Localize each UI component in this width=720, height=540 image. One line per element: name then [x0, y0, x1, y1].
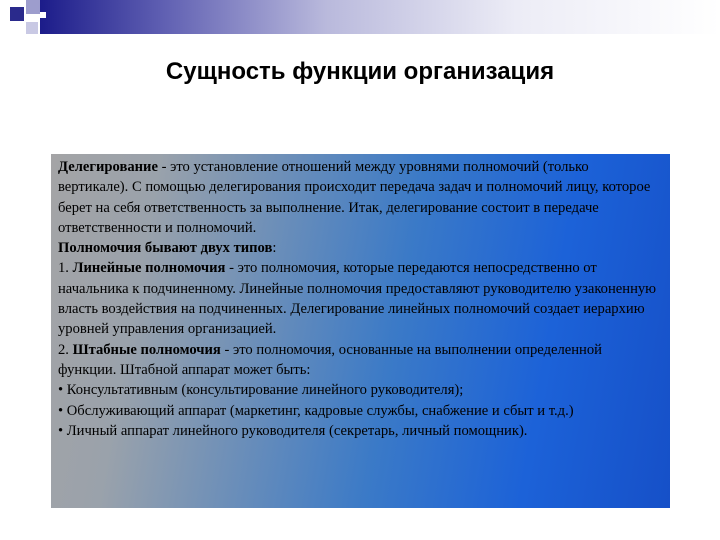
paragraph-staff	[58, 340, 662, 381]
slide-title: Сущность функции организация	[165, 58, 555, 85]
paragraph-delegation	[58, 157, 662, 238]
decor-square-dark	[10, 7, 24, 21]
header-gradient-band	[40, 0, 720, 34]
prefix-staff: 2.	[58, 341, 73, 358]
text-delegation: - это установление отношений между уровнями полномочий (только вертикале). С помощью делегирования происходит передача задач и полномочий лицу, которое берет на себя ответственность за выполнение. Итак, делегирование состоит в передаче ответственности и полномочий.	[58, 159, 651, 236]
bullet-item: • Консультативным (консультирование линейного руководителя);	[58, 382, 464, 399]
term-linear: Линейные полномочия	[72, 260, 226, 277]
bullet-item: • Обслуживающий аппарат (маркетинг, кадровые службы, снабжение и сбыт и т.д.)	[58, 402, 574, 419]
term-staff: Штабные полномочия	[72, 341, 221, 358]
text-staff: - это полномочия, основанные на выполнении определенной функции. Штабной аппарат может быть:	[58, 341, 602, 378]
text-types: :	[272, 240, 277, 257]
decor-square-mid	[26, 0, 40, 14]
paragraph-types	[58, 238, 662, 258]
decor-square-light	[26, 22, 38, 34]
prefix-linear: 1.	[58, 260, 73, 277]
bullet-item: • Личный аппарат линейного руководителя (секретарь, личный помощник).	[58, 422, 528, 439]
term-types: Полномочия бывают двух типов	[58, 240, 273, 257]
text-linear: - это полномочия, которые передаются непосредственно от начальника к подчиненному. Линейные полномочия предоставляют руководителю узаконенную власть воздействия на подчиненных. Делегирование линейных полномочий создает иерархию уровней управления организацией.	[58, 260, 657, 338]
decor-square-white	[40, 12, 46, 18]
paragraph-linear	[58, 258, 662, 339]
term-delegation: Делегирование	[58, 159, 158, 175]
content-box	[51, 154, 670, 508]
